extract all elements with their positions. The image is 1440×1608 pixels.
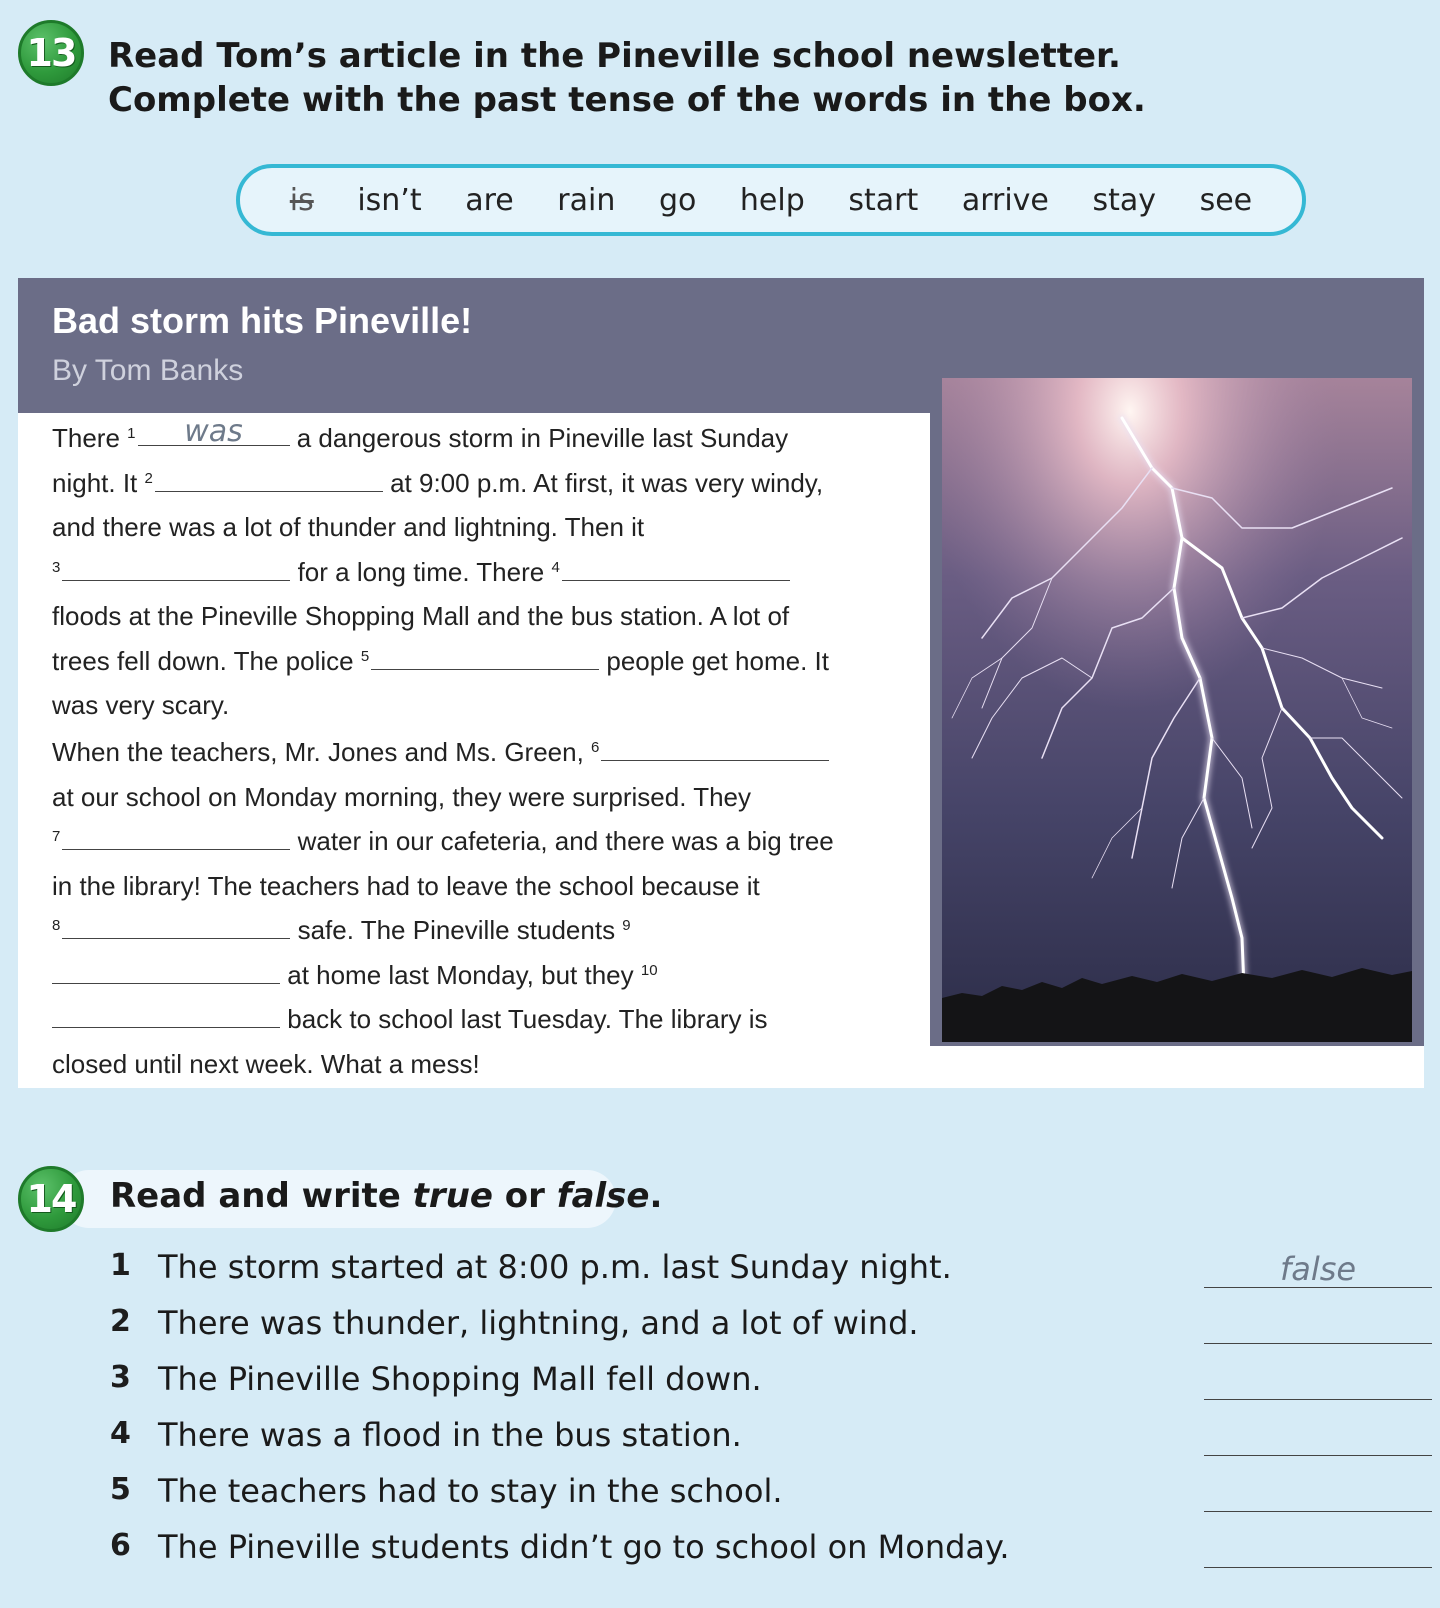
list-item [110, 1520, 1430, 1576]
article-text: and there was a lot of thunder and lightning. Then it [52, 512, 645, 542]
item-number: 3 [110, 1360, 131, 1395]
gap-10-blank[interactable] [52, 998, 280, 1028]
instruction-text-false: false [556, 1176, 650, 1216]
answer-blank[interactable] [1204, 1250, 1432, 1288]
word-box-item: start [848, 182, 919, 218]
word-box-item: see [1199, 182, 1253, 218]
item-number: 6 [110, 1528, 131, 1563]
list-item [110, 1352, 1430, 1408]
answer-blank[interactable] [1204, 1312, 1432, 1344]
instruction-text: or [492, 1176, 557, 1216]
instruction-text: Read and write [110, 1176, 413, 1216]
lightning-photo-frame [930, 374, 1424, 1046]
word-box [236, 164, 1306, 236]
answer-blank[interactable] [1204, 1536, 1432, 1568]
article-text: at home last Monday, but they [287, 959, 634, 990]
answer-blank[interactable] [1204, 1480, 1432, 1512]
word-box-item: is [289, 182, 314, 218]
article-title: Bad storm hits Pineville! [52, 300, 473, 341]
article-text: in the library! The teachers had to leave the school because it [52, 870, 760, 901]
article-text: at our school on Monday morning, they were surprised. They [52, 781, 751, 812]
item-number: 4 [110, 1416, 131, 1451]
article-text: for a long time. There [297, 556, 545, 587]
gap-number: 7 [52, 828, 61, 845]
answer-blank[interactable] [1204, 1424, 1432, 1456]
answer-blank[interactable] [1204, 1368, 1432, 1400]
article-text: closed until next week. What a mess! [52, 1048, 480, 1079]
instruction-text-true: true [412, 1176, 493, 1216]
article-text: back to school last Tuesday. The library is [287, 1004, 768, 1034]
word-box-item: stay [1092, 182, 1156, 218]
gap-3-blank[interactable] [62, 551, 290, 581]
gap-6-blank[interactable] [601, 731, 829, 761]
lightning-photo [942, 378, 1412, 1042]
gap-number: 2 [144, 469, 153, 487]
word-box-item: arrive [961, 182, 1049, 218]
gap-7-blank[interactable] [62, 820, 290, 850]
article-text: night. It [52, 467, 138, 498]
item-number: 2 [110, 1304, 131, 1339]
item-statement: The storm started at 8:00 p.m. last Sunday night. [158, 1248, 952, 1286]
gap-1-answer: was [184, 414, 243, 449]
gap-5-blank[interactable] [371, 640, 599, 670]
gap-9-blank[interactable] [52, 954, 280, 984]
item-number: 1 [110, 1248, 131, 1283]
list-item [110, 1296, 1430, 1352]
article-text: was very scary. [52, 690, 230, 720]
gap-number: 4 [551, 558, 560, 576]
article-text: safe. The Pineville students [297, 915, 616, 945]
item-number: 5 [110, 1472, 131, 1507]
article-paragraph-1 [52, 416, 912, 728]
word-box-item: are [465, 182, 514, 218]
newsletter-article [18, 278, 1424, 1088]
article-text: When the teachers, Mr. Jones and Ms. Green, [52, 737, 584, 767]
article-text: at 9:00 p.m. At first, it was very windy, [390, 467, 824, 498]
answer-text: false [1279, 1250, 1357, 1288]
gap-number: 9 [622, 917, 631, 934]
article-text: a dangerous storm in Pineville last Sunday [296, 423, 789, 453]
instruction-text: . [649, 1176, 663, 1216]
gap-number: 1 [127, 425, 136, 442]
gap-8-blank[interactable] [62, 909, 290, 939]
gap-number: 8 [52, 917, 61, 934]
article-text: water in our cafeteria, and there was a big tree [297, 826, 834, 856]
true-false-list [110, 1240, 1430, 1576]
exercise-14-instruction [110, 1176, 662, 1216]
item-statement: The Pineville students didn’t go to school on Monday. [158, 1528, 1010, 1566]
item-statement: There was a flood in the bus station. [158, 1416, 742, 1454]
gap-number: 5 [360, 647, 370, 665]
item-statement: There was thunder, lightning, and a lot of wind. [158, 1304, 919, 1342]
article-paragraph-2 [52, 730, 912, 1086]
list-item [110, 1408, 1430, 1464]
gap-number: 3 [52, 558, 61, 576]
word-box-item: isn’t [357, 182, 422, 218]
word-box-item: go [658, 182, 697, 218]
article-text: There [52, 423, 120, 453]
exercise-13-instruction-2: Complete with the past tense of the words in the box. [108, 80, 1146, 120]
item-statement: The teachers had to stay in the school. [158, 1472, 783, 1510]
article-text: trees fell down. The police [52, 645, 354, 676]
word-box-item: help [739, 182, 805, 218]
list-item [110, 1464, 1430, 1520]
exercise-13-number: 13 [18, 20, 84, 86]
gap-number: 6 [591, 739, 600, 756]
item-statement: The Pineville Shopping Mall fell down. [158, 1360, 762, 1398]
gap-1-blank[interactable] [138, 414, 290, 449]
gap-number: 10 [640, 961, 658, 979]
word-box-item: rain [557, 182, 616, 218]
exercise-13-instruction-1: Read Tom’s article in the Pineville school newsletter. [108, 36, 1121, 76]
exercise-14-number: 14 [18, 1166, 84, 1232]
article-byline: By Tom Banks [52, 354, 244, 387]
article-text: floods at the Pineville Shopping Mall and the bus station. A lot of [52, 601, 790, 631]
article-text: people get home. It [606, 645, 829, 676]
gap-2-blank[interactable] [155, 462, 383, 492]
gap-4-blank[interactable] [562, 551, 790, 581]
list-item [110, 1240, 1430, 1296]
